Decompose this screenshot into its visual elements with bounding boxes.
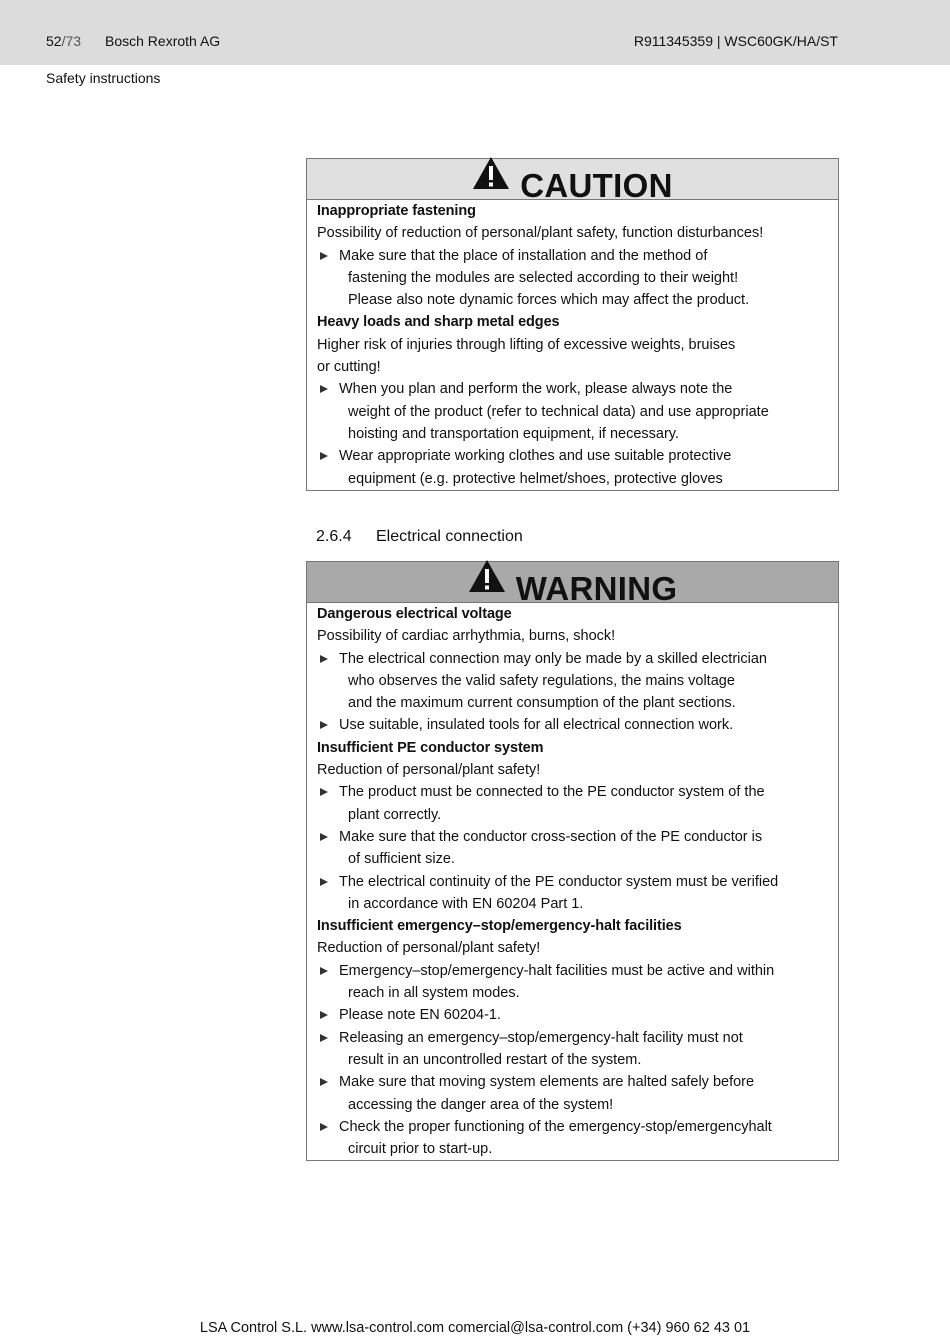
instruction-bullet: Use suitable, insulated tools for all electrical connection work. xyxy=(317,714,838,736)
instruction-continuation: in accordance with EN 60204 Part 1. xyxy=(348,895,584,912)
page-number xyxy=(46,33,81,49)
warning-box xyxy=(306,561,839,1161)
instruction-continuation: and the maximum current consumption of the plant sections. xyxy=(348,695,736,712)
instruction-bullet: Make sure that the place of installation and the method of xyxy=(317,245,838,267)
instruction-bullet: Make sure that the conductor cross-section of the PE conductor is xyxy=(317,826,838,848)
instruction-bullet: The electrical continuity of the PE conductor system must be verified xyxy=(317,871,838,893)
instruction-bullet: The electrical connection may only be made by a skilled electrician xyxy=(317,648,838,670)
hazard-text: Possibility of cardiac arrhythmia, burns, shock! xyxy=(317,628,616,645)
hazard-heading: Dangerous electrical voltage xyxy=(317,606,512,622)
instruction-continuation: equipment (e.g. protective helmet/shoes, protective gloves xyxy=(348,470,723,487)
instruction-continuation: accessing the danger area of the system! xyxy=(348,1096,614,1113)
caution-signal-word: CAUTION xyxy=(520,167,673,204)
instruction-continuation: Please also note dynamic forces which may affect the product. xyxy=(348,292,750,309)
instruction-continuation: reach in all system modes. xyxy=(348,985,520,1002)
instruction-continuation: result in an uncontrolled restart of the system. xyxy=(348,1051,642,1068)
instruction-continuation: circuit prior to start-up. xyxy=(348,1141,493,1158)
page-total: /73 xyxy=(61,33,82,49)
caution-box xyxy=(306,158,839,491)
warning-triangle-icon xyxy=(468,559,506,598)
page-header xyxy=(0,0,950,65)
instruction-bullet: Wear appropriate working clothes and use suitable protective xyxy=(317,445,838,467)
hazard-heading: Inappropriate fastening xyxy=(317,203,476,219)
instruction-bullet: Please note EN 60204-1. xyxy=(317,1004,838,1026)
hazard-heading: Insufficient PE conductor system xyxy=(317,739,544,756)
warning-header xyxy=(307,562,838,607)
instruction-bullet: When you plan and perform the work, please always note the xyxy=(317,378,838,400)
hazard-heading: Heavy loads and sharp metal edges xyxy=(317,314,560,331)
page-footer: LSA Control S.L. www.lsa-control.com comercial@lsa-control.com (+34) 960 62 43 01 xyxy=(199,1320,751,1336)
instruction-bullet: Make sure that moving system elements are halted safely before xyxy=(317,1071,838,1093)
instruction-continuation: plant correctly. xyxy=(348,806,442,823)
instruction-bullet: Check the proper functioning of the emergency-stop/emergencyhalt xyxy=(317,1116,838,1138)
instruction-continuation: fastening the modules are selected according to their weight! xyxy=(348,269,739,286)
warning-triangle-icon xyxy=(472,156,510,195)
caution-header xyxy=(307,159,838,204)
subsection-heading xyxy=(316,528,523,546)
instruction-continuation: hoisting and transportation equipment, if necessary. xyxy=(348,425,680,442)
hazard-text: Reduction of personal/plant safety! xyxy=(317,940,541,957)
hazard-text: Reduction of personal/plant safety! xyxy=(317,762,541,779)
instruction-bullet: The product must be connected to the PE conductor system of the xyxy=(317,781,838,803)
hazard-heading: Insufficient emergency–stop/emergency-halt facilities xyxy=(317,918,682,935)
hazard-text: or cutting! xyxy=(317,359,381,376)
document-id: R911345359 | WSC60GK/HA/ST xyxy=(633,33,838,49)
instruction-bullet: Emergency–stop/emergency-halt facilities must be active and within xyxy=(317,960,838,982)
instruction-continuation: of sufficient size. xyxy=(348,851,455,868)
subsection-number: 2.6.4 xyxy=(316,528,352,545)
warning-body xyxy=(307,603,838,1160)
warning-signal-word: WARNING xyxy=(515,570,678,607)
company-name: Bosch Rexroth AG xyxy=(105,33,221,49)
subsection-title: Electrical connection xyxy=(376,528,523,545)
instruction-bullet: Releasing an emergency–stop/emergency-halt facility must not xyxy=(317,1027,838,1049)
instruction-continuation: who observes the valid safety regulations, the mains voltage xyxy=(348,672,735,689)
instruction-continuation: weight of the product (refer to technical data) and use appropriate xyxy=(348,403,769,420)
hazard-text: Higher risk of injuries through lifting of excessive weights, bruises xyxy=(317,336,736,353)
hazard-text: Possibility of reduction of personal/plant safety, function disturbances! xyxy=(317,225,764,242)
page-current: 52 xyxy=(46,33,62,49)
section-label: Safety instructions xyxy=(46,70,161,86)
caution-body xyxy=(307,200,838,490)
